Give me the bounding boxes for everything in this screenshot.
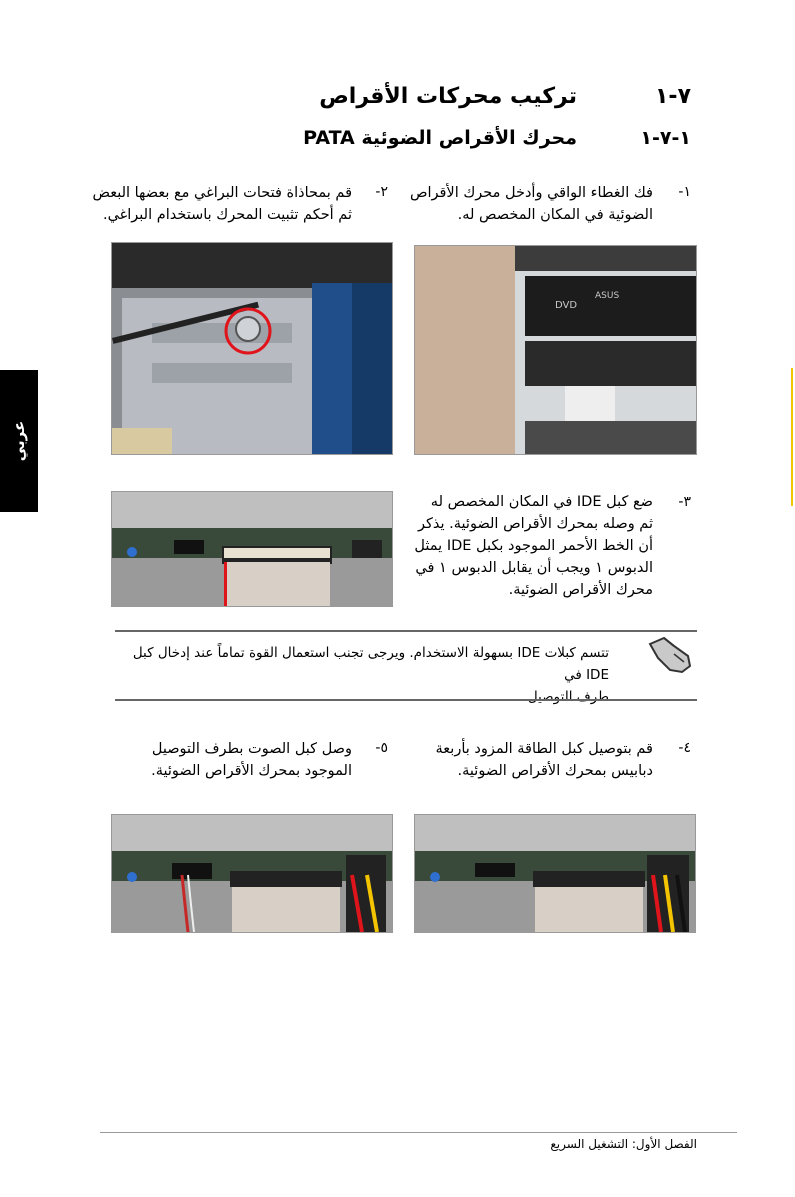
brand-label: ASUS: [595, 291, 620, 301]
step-1-line-1: فك الغطاء الواقي وأدخل محرك الأقراص: [409, 185, 653, 201]
screw-photo-illustration: [112, 243, 392, 454]
drive-insert-illustration: [415, 246, 696, 454]
step-4-number: ٤-: [678, 740, 691, 756]
step-5-number: ٥-: [375, 740, 388, 756]
footer-rule: [100, 1132, 737, 1133]
step-4-text: [403, 738, 653, 782]
step-1-text: [403, 182, 653, 226]
audio-cable-illustration: [112, 815, 392, 932]
step-3-line-4: الدبوس ١ ويجب أن يقابل الدبوس ١ في: [415, 560, 653, 576]
step-5-text: [102, 738, 352, 782]
step-3-text: [393, 491, 653, 601]
step-3-number: ٣-: [678, 494, 691, 510]
step-5-line-2: الموجود بمحرك الأقراص الضوئية.: [151, 763, 352, 779]
step-2-line-1: قم بمحاذاة فتحات البراغي مع بعضها البعض: [92, 185, 352, 201]
note-rule-top: [115, 630, 697, 632]
step-3-line-3: أن الخط الأحمر الموجود بكبل IDE يمثل: [414, 538, 653, 554]
note-rule-bottom: [115, 699, 697, 701]
language-tab: [0, 370, 38, 512]
step-2-number: ٢-: [375, 184, 388, 200]
photo-screw-alignment: [111, 242, 393, 455]
step-1-line-2: الضوئية في المكان المخصص له.: [457, 207, 653, 223]
photo-ide-cable: [111, 491, 393, 607]
step-1-number: ١-: [678, 184, 691, 200]
step-4-line-2: دبابيس بمحرك الأقراص الضوئية.: [457, 763, 653, 779]
power-cable-illustration: [415, 815, 695, 932]
step-5-line-1: وصل كبل الصوت بطرف التوصيل: [151, 741, 352, 757]
step-3-line-5: محرك الأقراص الضوئية.: [508, 582, 653, 598]
step-2-line-2: ثم أحكم تثبيت المحرك باستخدام البراغي.: [102, 207, 352, 223]
subsection-number: ١-٧-١: [640, 127, 691, 149]
ide-cable-illustration: [112, 492, 392, 606]
language-tab-label: عربي: [10, 420, 28, 462]
photo-drive-insert: [414, 245, 697, 455]
step-4-line-1: قم بتوصيل كبل الطاقة المزود بأربعة: [435, 741, 653, 757]
note-line-2: طرف التوصيل.: [523, 689, 609, 705]
section-number: ٧-١: [654, 84, 691, 109]
subsection-title: محرك الأقراص الضوئية PATA: [303, 127, 577, 149]
dvd-label: DVD: [555, 300, 578, 311]
photo-audio-cable: [111, 814, 393, 933]
hand-pointing-icon: [644, 632, 696, 678]
note-line-1: تتسم كبلات IDE بسهولة الاستخدام. ويرجى تجنب استعمال القوة تماماً عند إدخال كبل IDE في: [132, 645, 609, 683]
step-3-line-1: ضع كبل IDE في المكان المخصص له: [430, 494, 653, 510]
page-edge-marker: [791, 368, 793, 506]
step-3-line-2: ثم وصله بمحرك الأقراص الضوئية. يذكر: [418, 516, 653, 532]
footer-chapter-label: الفصل الأول: التشغيل السريع: [550, 1137, 697, 1151]
step-2-text: [92, 182, 352, 226]
photo-power-cable: [414, 814, 696, 933]
section-title: تركيب محركات الأقراص: [319, 84, 577, 109]
